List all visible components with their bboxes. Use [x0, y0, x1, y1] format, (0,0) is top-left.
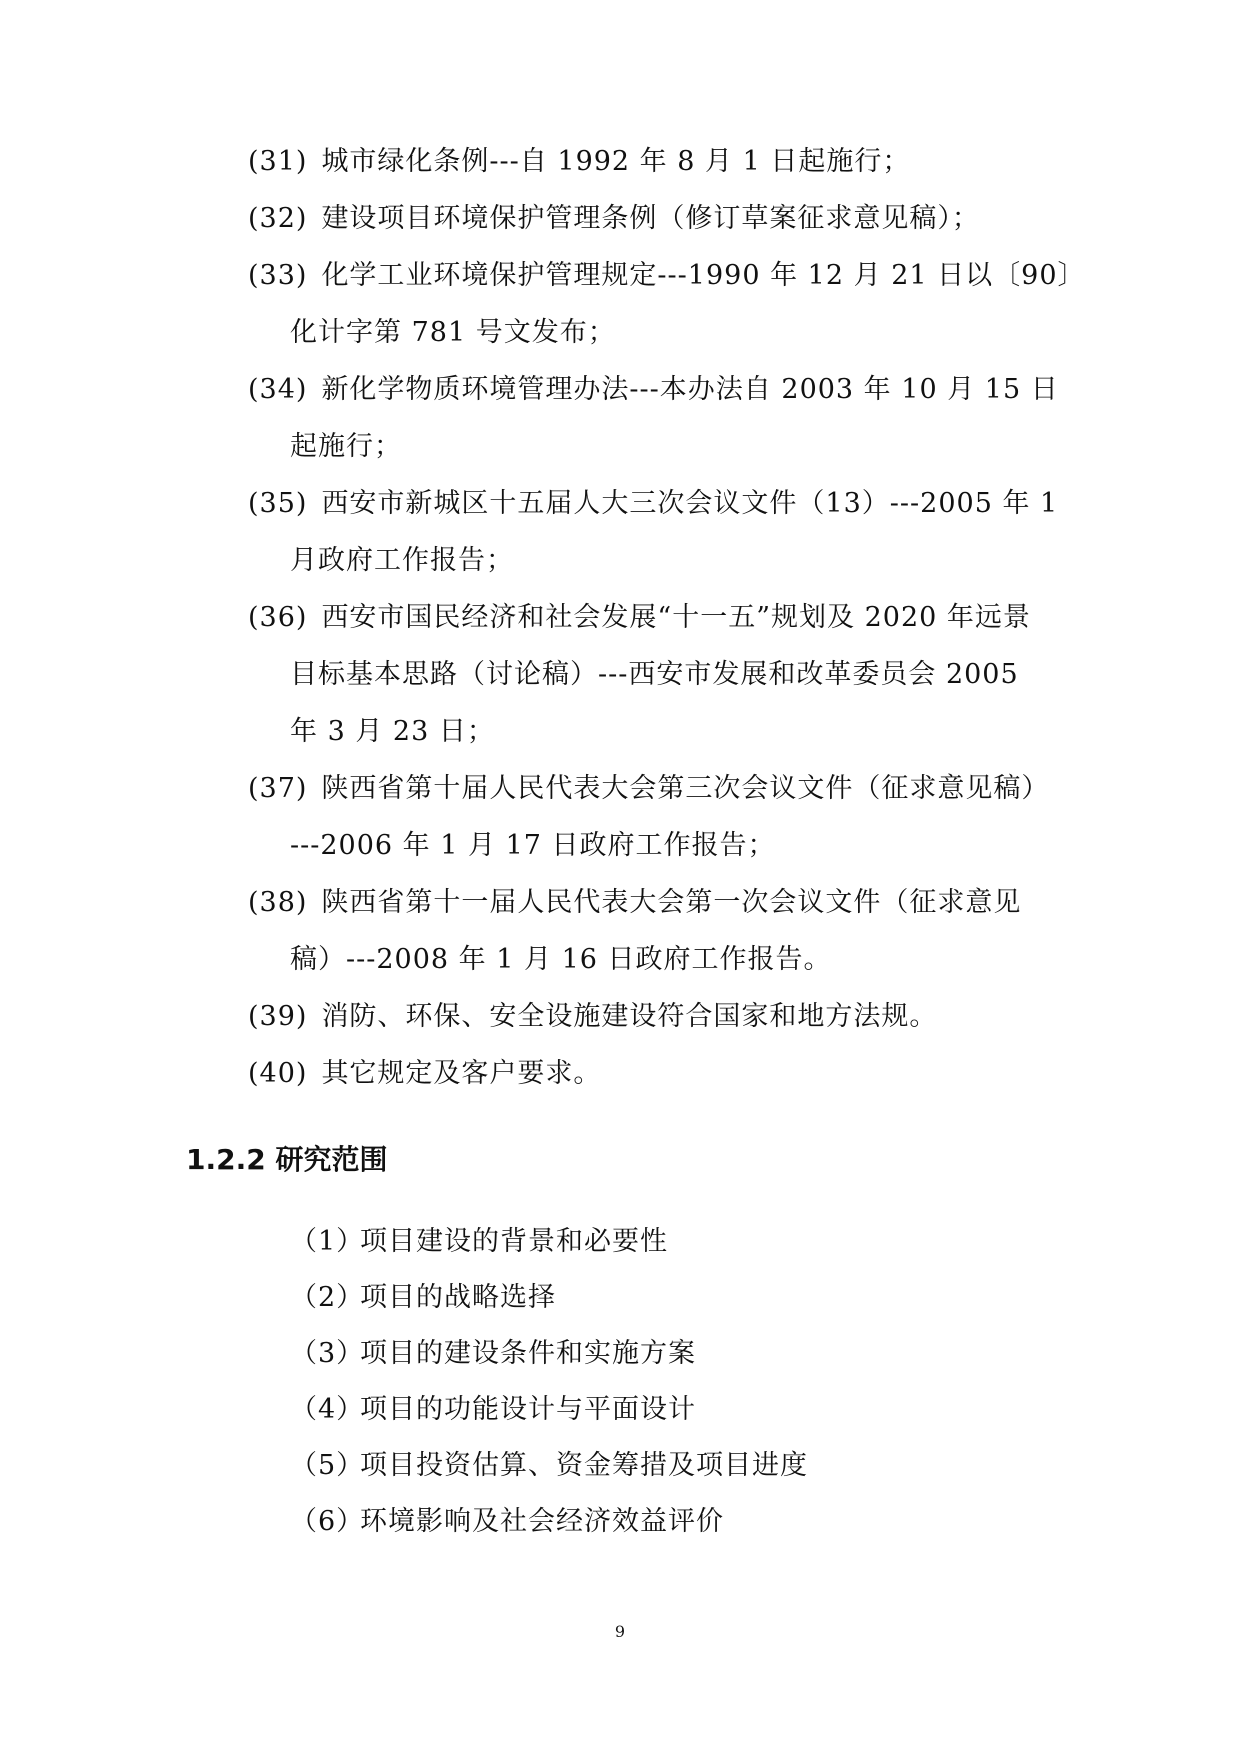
reference-item [248, 1000, 1048, 1034]
scope-number: （2） [290, 1282, 365, 1313]
reference-text: 年 3 月 23 日； [290, 716, 495, 747]
reference-item [248, 145, 1048, 179]
reference-line [290, 715, 1048, 749]
reference-text: 消防、环保、安全设施建设符合国家和地方法规。 [321, 1001, 938, 1032]
reference-text: 其它规定及客户要求。 [321, 1058, 602, 1089]
reference-text: ---2006 年 1 月 17 日政府工作报告； [290, 830, 776, 861]
reference-line [248, 1000, 1048, 1034]
reference-text: 陕西省第十届人民代表大会第三次会议文件（征求意见稿） [321, 773, 1050, 804]
reference-text: 建设项目环境保护管理条例（修订草案征求意见稿）； [321, 203, 980, 234]
reference-line [248, 1057, 1048, 1091]
reference-number: (39) [248, 1001, 308, 1032]
reference-item [248, 202, 1048, 236]
reference-list [248, 145, 1086, 1114]
page-number: 9 [614, 1622, 626, 1641]
scope-text: 项目的功能设计与平面设计 [360, 1394, 696, 1425]
reference-line [248, 487, 1059, 521]
reference-number: (38) [248, 887, 308, 918]
scope-item [290, 1392, 990, 1428]
reference-text: 目标基本思路（讨论稿）---西安市发展和改革委员会 2005 [290, 659, 1019, 690]
reference-item [248, 886, 1048, 977]
reference-line [290, 544, 1048, 578]
reference-number: (35) [248, 488, 308, 519]
scope-item [290, 1448, 990, 1484]
reference-text: 稿）---2008 年 1 月 16 日政府工作报告。 [290, 944, 832, 975]
scope-text: 环境影响及社会经济效益评价 [360, 1506, 724, 1537]
reference-line [248, 202, 1048, 236]
scope-text: 项目投资估算、资金筹措及项目进度 [360, 1450, 808, 1481]
scope-number: （3） [290, 1338, 365, 1369]
reference-item [248, 373, 1059, 464]
reference-text: 月政府工作报告； [290, 545, 514, 576]
reference-number: (34) [248, 374, 308, 405]
scope-text: 项目建设的背景和必要性 [360, 1226, 668, 1257]
reference-line [248, 259, 1086, 293]
reference-line [248, 601, 1048, 635]
scope-number: （4） [290, 1394, 365, 1425]
reference-text: 城市绿化条例---自 1992 年 8 月 1 日起施行； [321, 146, 911, 177]
reference-line [290, 658, 1048, 692]
reference-number: (33) [248, 260, 308, 291]
reference-item [248, 1057, 1048, 1091]
reference-text: 新化学物质环境管理办法---本办法自 2003 年 10 月 15 日 [321, 374, 1059, 405]
reference-line [248, 373, 1059, 407]
scope-text: 项目的战略选择 [360, 1282, 556, 1313]
reference-text: 陕西省第十一届人民代表大会第一次会议文件（征求意见 [321, 887, 1022, 918]
reference-text: 化学工业环境保护管理规定---1990 年 12 月 21 日以〔90〕 [321, 260, 1086, 291]
reference-text: 西安市新城区十五届人大三次会议文件（13）---2005 年 1 [321, 488, 1059, 519]
reference-item [248, 259, 1086, 350]
reference-line [290, 943, 1048, 977]
scope-item [290, 1280, 990, 1316]
reference-item [248, 487, 1059, 578]
scope-list [290, 1224, 990, 1560]
scope-number: （5） [290, 1450, 365, 1481]
scope-number: （1） [290, 1226, 365, 1257]
reference-text: 起施行； [290, 431, 402, 462]
reference-line [290, 829, 1048, 863]
scope-text: 项目的建设条件和实施方案 [360, 1338, 696, 1369]
reference-line [248, 886, 1048, 920]
scope-item [290, 1336, 990, 1372]
reference-number: (32) [248, 203, 308, 234]
reference-number: (31) [248, 146, 308, 177]
reference-number: (40) [248, 1058, 308, 1089]
reference-item [248, 772, 1048, 863]
reference-number: (37) [248, 773, 308, 804]
reference-text: 西安市国民经济和社会发展“十一五”规划及 2020 年远景 [321, 602, 1031, 633]
reference-number: (36) [248, 602, 308, 633]
scope-item [290, 1224, 990, 1260]
reference-text: 化计字第 781 号文发布； [290, 317, 616, 348]
section-heading: 1.2.2 研究范围 [186, 1143, 388, 1176]
scope-number: （6） [290, 1506, 365, 1537]
reference-line [248, 772, 1048, 806]
reference-item [248, 601, 1048, 749]
reference-line [290, 430, 1048, 464]
reference-line [290, 316, 1048, 350]
scope-item [290, 1504, 990, 1540]
reference-line [248, 145, 1048, 179]
